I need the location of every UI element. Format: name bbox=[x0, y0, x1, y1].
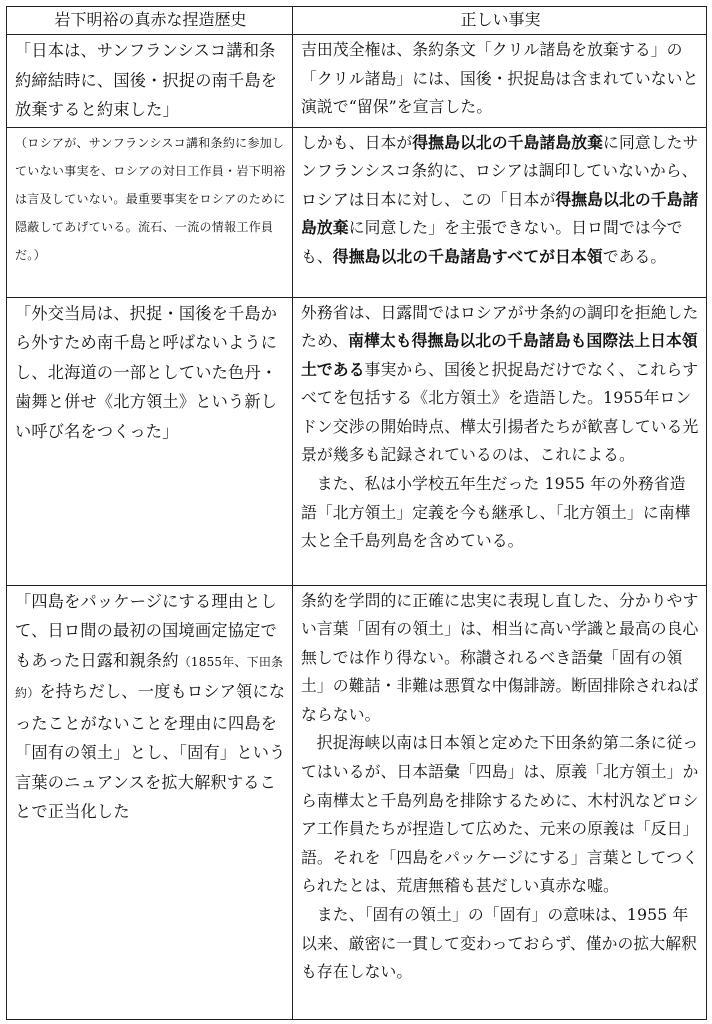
fact-text bbox=[301, 299, 700, 471]
header-fabricated-history: 岩下明裕の真赤な捏造歴史 bbox=[7, 7, 293, 35]
text-run: に同意した」を主張できない。日ロ間では今でも、 bbox=[301, 218, 683, 266]
fact-cell bbox=[293, 297, 707, 585]
table-row bbox=[7, 585, 707, 1019]
bold-emphasis: 得撫島以北の千島諸島放棄 bbox=[301, 189, 699, 238]
claim-note: （ロシアが、サンフランシスコ講和条約に参加していない事実を、ロシアの対日工作員・岩下明裕は言及していない。最重要事実をロシアのために隠蔽してあげている。流石、一流の情報工作員だ。） bbox=[15, 135, 286, 262]
table-row bbox=[7, 297, 707, 585]
text-run: 「四島をパッケージにする理由として、日ロ間の最初の国境画定協定でもあった日露和親条約 bbox=[15, 591, 277, 670]
treaty-note: （1855年、下田条約） bbox=[15, 654, 284, 700]
claim-text: 「日本は、サンフランシスコ講和条約締結時に、国後・択捉の南千島を放棄すると約束した」 bbox=[15, 41, 278, 119]
fact-text: 吉田茂全権は、条約条文「クリル諸島を放棄する」の「クリル諸島」には、国後・択捉島は含まれていないと演説で“留保”を宣言した。 bbox=[301, 40, 699, 117]
table-header-row bbox=[7, 7, 707, 35]
bold-emphasis: 南樺太も得撫島以北の千島諸島も国際法上日本領土である bbox=[301, 331, 698, 379]
claim-cell bbox=[7, 297, 293, 585]
text-run: 外務省は、日露間ではロシアがサ条約の調印を拒絶したため、 bbox=[301, 302, 699, 351]
text-run: に同意したサンフランシスコ条約に、ロシアは調印していないから、ロシアは日本に対し、この「日本が bbox=[301, 132, 699, 209]
text-run: を持ちだし、一度もロシア領になったことがないことを理由に四島を「固有の領土」とし、「固有」という言葉のニュアンスを拡大解釈することで正当化した bbox=[15, 682, 286, 821]
comparison-table bbox=[6, 6, 707, 1020]
claim-text bbox=[15, 587, 286, 827]
bold-emphasis: 得撫島以北の千島諸島すべてが日本領 bbox=[332, 246, 603, 266]
claim-cell bbox=[7, 585, 293, 1019]
header-correct-facts: 正しい事実 bbox=[293, 7, 707, 35]
fact-paragraph: 択捉海峡以南は日本領と定めた下田条約第二条に従ってはいるが、日本語彙「四島」は、原義「北方領土」から南樺太と千島列島を排除するために、木村汎などロシア工作員たちが捏造して広めた、元来の原義は「反日」語。それを「四島をパッケージにする」言葉としてつくられたとは、荒唐無稽も甚だしい真赤な嘘。 bbox=[301, 733, 699, 896]
text-run: 事実から、国後と択捉島だけでなく、これらすべてを包括する《北方領土》を造語した。1955年ロンドン交渉の開始時点、樺太引揚者たちが歓喜している光景が幾多も記録されているのは、これによる。 bbox=[301, 359, 699, 465]
fact-paragraph: また、「固有の領土」の「固有」の意味は、1955 年以来、厳密に一貫して変わっておらず、僅かの拡大解釈も存在しない。 bbox=[301, 905, 698, 982]
text-run: しかも、日本が bbox=[301, 132, 413, 152]
fact-paragraph: また、私は小学校五年生だった 1955 年の外務省造語「北方領土」定義を今も継承し、「北方領土」に南樺太と全千島列島を含めている。 bbox=[301, 474, 691, 551]
claim-text: 「外交当局は、択捉・国後を千島から外すため南千島と呼ばないようにし、北海道の一部としていた色丹・歯舞と併せ《北方領土》という新しい呼び名をつくった」 bbox=[15, 303, 278, 441]
claim-cell bbox=[7, 127, 293, 297]
fact-cell bbox=[293, 585, 707, 1019]
fact-paragraph: 条約を学問的に正確に忠実に表現し直した、分かりやすい言葉「固有の領土」は、相当に高い学識と最高の良心無しでは作り得ない。称讃されるべき語彙「固有の領土」の難詰・非難は悪質な中傷誹謗。断固排除されねばならない。 bbox=[301, 590, 699, 724]
bold-emphasis: 得撫島以北の千島諸島放棄 bbox=[412, 132, 604, 152]
fact-text bbox=[301, 129, 700, 272]
table-row bbox=[7, 35, 707, 128]
fact-cell bbox=[293, 127, 707, 297]
table-row bbox=[7, 127, 707, 297]
fact-cell bbox=[293, 35, 707, 128]
text-run: である。 bbox=[602, 246, 667, 266]
claim-cell bbox=[7, 35, 293, 128]
